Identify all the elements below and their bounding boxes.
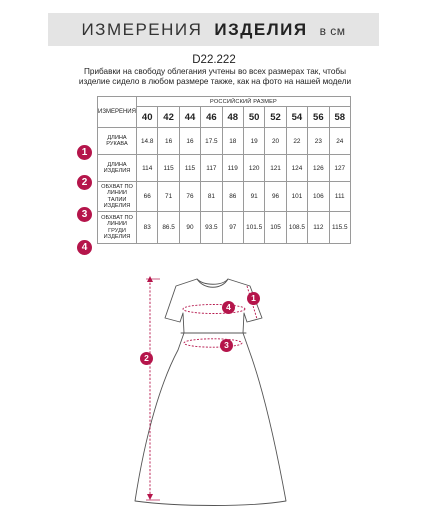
size-58: 58 [329, 107, 350, 128]
size-50: 50 [243, 107, 264, 128]
table-cell: 108.5 [286, 212, 307, 244]
table-cell: 106 [308, 182, 329, 212]
row-label-length: ДЛИНА ИЗДЕЛИЯ [98, 155, 137, 182]
table-cell: 96 [265, 182, 286, 212]
table-cell: 90 [179, 212, 200, 244]
row-label-sleeve: ДЛИНА РУКАВА [98, 128, 137, 155]
table-cell: 86.5 [158, 212, 179, 244]
table-cell: 121 [265, 155, 286, 182]
size-54: 54 [286, 107, 307, 128]
table-cell: 20 [265, 128, 286, 155]
table-cell: 115 [158, 155, 179, 182]
table-cell: 105 [265, 212, 286, 244]
table-cell: 91 [243, 182, 264, 212]
row-marker-1: 1 [77, 145, 92, 160]
size-46: 46 [201, 107, 222, 128]
diagram-marker-4: 4 [222, 301, 235, 314]
waist-measure-ring [184, 339, 242, 347]
table-cell: 124 [286, 155, 307, 182]
table-cell: 93.5 [201, 212, 222, 244]
table-cell: 117 [201, 155, 222, 182]
bust-measure-ring [183, 305, 245, 314]
table-cell: 16 [158, 128, 179, 155]
table-cell: 101.5 [243, 212, 264, 244]
table-cell: 101 [286, 182, 307, 212]
measure-header: ИЗМЕРЕНИЯ [98, 97, 137, 128]
table-cell: 24 [329, 128, 350, 155]
fit-note: Прибавки на свободу облегания учтены во всех размерах так, чтобы изделие сидело в любом размере также, как на фото на нашей модели [78, 67, 352, 86]
table-cell: 16 [179, 128, 200, 155]
table-cell: 126 [308, 155, 329, 182]
table-cell: 83 [137, 212, 158, 244]
size-44: 44 [179, 107, 200, 128]
row-label-waist: ОБХВАТ ПО ЛИНИИ ТАЛИИ ИЗДЕЛИЯ [98, 182, 137, 212]
size-40: 40 [137, 107, 158, 128]
table-cell: 14.8 [137, 128, 158, 155]
header-unit: в см [319, 24, 346, 38]
diagram-marker-2: 2 [140, 352, 153, 365]
dress-outline [135, 279, 286, 506]
table-cell: 115.5 [329, 212, 350, 244]
table-cell: 66 [137, 182, 158, 212]
table-cell: 71 [158, 182, 179, 212]
row-label-bust: ОБХВАТ ПО ЛИНИИ ГРУДИ ИЗДЕЛИЯ [98, 212, 137, 244]
table-cell: 114 [137, 155, 158, 182]
table-cell: 81 [201, 182, 222, 212]
table-cell: 76 [179, 182, 200, 212]
row-marker-2: 2 [77, 175, 92, 190]
table-cell: 111 [329, 182, 350, 212]
diagram-marker-3: 3 [220, 339, 233, 352]
row-marker-4: 4 [77, 240, 92, 255]
table-cell: 23 [308, 128, 329, 155]
table-cell: 120 [243, 155, 264, 182]
diagram-marker-1: 1 [247, 292, 260, 305]
table-cell: 17.5 [201, 128, 222, 155]
header-title-bold: ИЗДЕЛИЯ [214, 20, 308, 39]
table-cell: 112 [308, 212, 329, 244]
row-marker-3: 3 [77, 207, 92, 222]
size-56: 56 [308, 107, 329, 128]
size-system-header: РОССИЙСКИЙ РАЗМЕР [137, 97, 351, 107]
table-cell: 97 [222, 212, 243, 244]
table-cell: 18 [222, 128, 243, 155]
size-42: 42 [158, 107, 179, 128]
table-cell: 22 [286, 128, 307, 155]
product-code: D22.222 [192, 54, 236, 66]
table-cell: 19 [243, 128, 264, 155]
size-52: 52 [265, 107, 286, 128]
header-title-light: ИЗМЕРЕНИЯ [81, 20, 203, 39]
table-cell: 127 [329, 155, 350, 182]
table-cell: 86 [222, 182, 243, 212]
table-cell: 115 [179, 155, 200, 182]
table-cell: 119 [222, 155, 243, 182]
size-48: 48 [222, 107, 243, 128]
